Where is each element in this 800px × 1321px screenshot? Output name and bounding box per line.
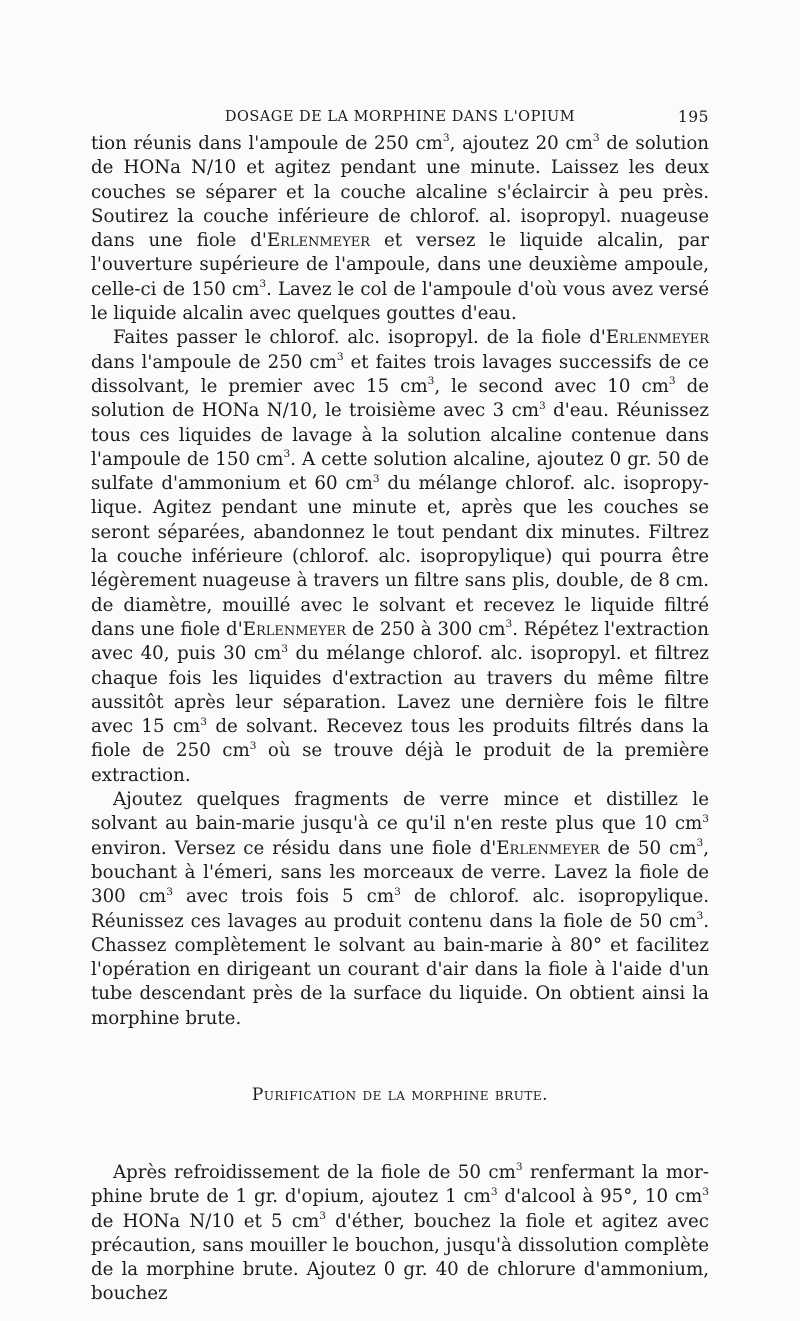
superscript: 3	[442, 132, 450, 145]
small-caps-name: Erlenmeyer	[496, 837, 600, 859]
superscript: 3	[427, 375, 435, 388]
text-run: , le second avec 10 cm	[434, 375, 669, 397]
superscript: 3	[696, 837, 704, 850]
superscript: 3	[200, 715, 208, 728]
text-run: d'éther, bouchez la fiole et agitez avec précaution, sans mouiller le bouchon, jusqu'à dissolution complète de la morphine brute. Ajoutez 0 gr. 40 de chlorure d'ammonium, bouchez	[91, 1210, 709, 1305]
superscript: 3	[259, 278, 267, 291]
text-run: . A cette solution alcaline, ajoutez 0 gr. 50 de sulfate d'ammonium et 60 cm	[91, 448, 709, 495]
superscript: 3	[283, 448, 291, 461]
small-caps-name: Erlenmeyer	[266, 230, 371, 252]
text-run: de solution de HONa N/10 et agitez pendant une minute. Laissez les deux couches se séparer et la couche alcaline s'éclaircir à peu près. Soutirez la couche inférieure de chlorof. al. isopropyl. nuageuse dans une fiole d'	[91, 133, 709, 252]
superscript: 3	[336, 351, 344, 364]
superscript: 3	[394, 885, 401, 898]
text-run: . Lavez le col de l'ampoule d'où vous avez versé le liquide alcalin avec quelques gouttes d'eau.	[91, 278, 709, 325]
superscript: 3	[592, 132, 600, 145]
text-run: renfermant la morphine brute de 1 gr. d'opium, ajoutez 1 cm	[91, 1161, 709, 1208]
text-run: . Chassez complètement le solvant au bain-marie à 80° et facilitez l'opération en dirigeant un courant d'air dans la fiole à l'aide d'un tube descendant près de la surface du liquide. On obtient ainsi la morphine brute.	[91, 910, 709, 1029]
text-run: , ajoutez 20 cm	[449, 133, 593, 154]
text-run: Après refroidissement de la fiole de 50 cm	[113, 1161, 516, 1183]
text-body	[91, 132, 709, 1307]
text-run: de solvant. Recevez tous les produits filtrés dans la fiole de 250 cm	[91, 716, 709, 762]
superscript: 3	[249, 739, 257, 752]
small-caps-name: Erlenmeyer	[605, 327, 709, 349]
running-title: DOSAGE DE LA MORPHINE DANS L'OPIUM	[224, 109, 576, 125]
section-heading: Purification de la morphine brute.	[251, 1084, 549, 1105]
text-run: tion réunis dans l'ampoule de 250 cm	[91, 133, 443, 154]
superscript: 3	[515, 1161, 523, 1174]
superscript: 3	[702, 1185, 709, 1198]
text-run: environ. Versez ce résidu dans une fiole d'	[91, 837, 497, 859]
superscript: 3	[319, 1210, 326, 1222]
paragraph	[91, 788, 709, 1031]
text-run: dans l'ampoule de 250 cm	[91, 351, 337, 373]
text-run: d'alcool à 95°, 10 cm	[497, 1186, 703, 1208]
text-run: où se trouve déjà le produit de la première extraction.	[91, 740, 710, 786]
text-run: de solution de HONa N/10, le troisième avec 3 cm	[91, 375, 709, 422]
small-caps-name: Erlenmeyer	[242, 618, 346, 640]
text-run: Faites passer le chlorof. alc. isopropyl. de la fiole d'	[113, 327, 606, 349]
superscript: 3	[505, 618, 513, 631]
running-header	[91, 102, 709, 132]
superscript: 3	[166, 885, 173, 898]
superscript: 3	[539, 399, 546, 412]
text-run: d'eau. Réunissez tous ces liquides de lavage à la solution alcaline contenue dans l'ampoule de 150 cm	[91, 400, 709, 470]
paragraph	[91, 132, 709, 326]
superscript: 3	[696, 909, 704, 922]
paragraph	[91, 326, 709, 788]
superscript: 3	[372, 472, 380, 485]
text-run: avec trois fois 5 cm	[172, 886, 395, 908]
text-run: et versez le liquide alcalin, par l'ouverture supérieure de l'ampoule, dans une deuxième ampoule, celle-ci de 150 cm	[91, 230, 710, 300]
superscript: 3	[490, 1185, 498, 1198]
text-run: Ajoutez quelques fragments de verre mince et distillez le solvant au bain-marie jusqu'à ce qu'il n'en reste plus que 10 cm	[91, 789, 709, 835]
text-run: , bouchant à l'émeri, sans les morceaux de verre. Lavez la fiole de 300 cm	[91, 837, 710, 908]
text-run: du mélange chlorof. alc. isopropyl. et filtrez chaque fois les liquides d'extraction au travers du même filtre aussitôt après leur séparation. Lavez une dernière fois le filtre avec 15 cm	[91, 643, 709, 738]
text-run: et faites trois lavages successifs de ce dissolvant, le premier avec 15 cm	[91, 351, 709, 397]
text-run: . Répétez l'extraction avec 40, puis 30 cm	[91, 618, 709, 665]
text-run: de chlorof. alc. isopropylique. Réunissez ces lavages au produit contenu dans la fiole de 50 cm	[91, 886, 709, 932]
page-number: 195	[677, 108, 709, 126]
superscript: 3	[668, 375, 676, 388]
superscript: 3	[281, 642, 288, 655]
text-run: de HONa N/10 et 5 cm	[91, 1210, 320, 1232]
text-run: de 50 cm	[599, 837, 697, 859]
text-run: de 250 à 300 cm	[345, 618, 506, 640]
book-page	[91, 102, 709, 1307]
superscript: 3	[702, 812, 709, 825]
paragraph	[91, 1161, 709, 1307]
text-run: du mélange chlorof. alc. isopropylique. Agitez pendant une minute et, après que les couches se seront séparées, abandonnez le tout pendant dix minutes. Filtrez la couche inférieure (chlorof. alc. isopropylique) qui pourra être légèrement nuageuse à travers un filtre sans plis, double, de 8 cm. de diamètre, mouillé avec le solvant et recevez le liquide filtré dans une fiole d'	[91, 473, 709, 640]
